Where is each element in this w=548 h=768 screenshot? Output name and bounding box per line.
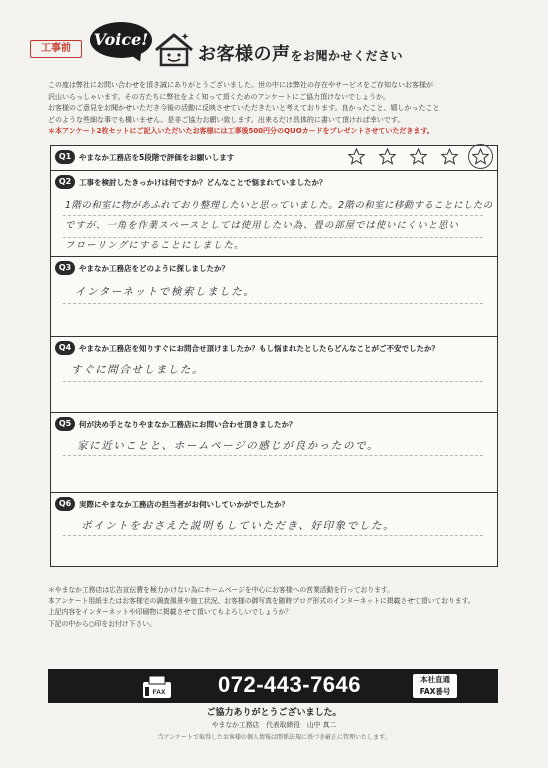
house-smile-icon bbox=[152, 30, 196, 68]
question-label bbox=[55, 175, 327, 189]
handwritten-answer: インターネットで検索しました。 bbox=[75, 286, 256, 298]
fax-direct-line1: 本社直通 bbox=[420, 675, 450, 684]
question-label bbox=[55, 150, 234, 164]
question-text: 何が決め手となりやまなか工務店にお問い合わせ頂きましたか？ bbox=[79, 419, 297, 429]
title-main: お客様の声 bbox=[198, 44, 291, 65]
thanks-message: ご協力ありがとうございました。 bbox=[206, 708, 342, 718]
question-text: やまなか工務店を5段階で評価をお願いします bbox=[79, 152, 235, 162]
handwritten-answer: フローリングにすることにしました。 bbox=[65, 240, 245, 251]
question-row-q1 bbox=[51, 146, 497, 170]
question-label bbox=[55, 417, 297, 431]
title-small: をお聞かせください bbox=[290, 49, 404, 63]
answer-rule bbox=[63, 303, 483, 304]
rating-star-3[interactable] bbox=[410, 148, 427, 165]
intro-line: どのような些細な事でも構いません。是非ご協力お願い致します。出来るだけ具体的に書いて頂ければ幸いです。 bbox=[48, 115, 405, 124]
question-text: やまなか工務店を知りすぐにお問合せ頂けましたか？もし悩まれたとしたらどんなことがご不安でしたか？ bbox=[79, 343, 439, 353]
question-row-q6 bbox=[51, 492, 497, 567]
question-row-q4 bbox=[51, 336, 497, 413]
question-label bbox=[55, 341, 439, 355]
fax-direct-badge bbox=[413, 674, 457, 698]
question-number: Q1 bbox=[55, 150, 75, 164]
fax-icon-label: FAX bbox=[152, 689, 166, 696]
question-label bbox=[55, 261, 229, 275]
handwritten-answer: ポイントをおさえた説明もしていただき、好印象でした。 bbox=[81, 520, 396, 532]
handwritten-answer: ですが、一角を作業スペースとしては使用したい為、畳の部屋では使いにくいと思い bbox=[65, 220, 459, 231]
rating-star-4[interactable] bbox=[441, 148, 458, 165]
star-icon bbox=[379, 148, 396, 165]
voice-bubble: Voice! bbox=[90, 22, 152, 58]
rating-star-2[interactable] bbox=[379, 148, 396, 165]
question-text: やまなか工務店をどのように探しましたか？ bbox=[79, 263, 229, 273]
question-number: Q6 bbox=[55, 497, 75, 511]
star-icon bbox=[441, 148, 458, 165]
question-text: 工事を検討したきっかけは何ですか？どんなことで悩まれていましたか？ bbox=[79, 177, 327, 187]
handwritten-answer: すぐに問合せしました。 bbox=[71, 364, 205, 376]
answer-rule bbox=[63, 381, 483, 382]
handwritten-answer: 家に近いことと、ホームページの感じが良かったので。 bbox=[77, 440, 380, 452]
footer-line: ＊やまなか工務店は広告宣伝費を極力かけない為にホームページを中心にお客様への営業活動を行っております。 bbox=[48, 586, 394, 594]
page-title bbox=[198, 40, 403, 66]
fax-direct-line2: FAX番号 bbox=[419, 687, 451, 696]
question-row-q5 bbox=[51, 412, 497, 493]
question-row-q2 bbox=[51, 170, 497, 257]
rating-stars bbox=[348, 148, 489, 165]
star-icon bbox=[348, 148, 365, 165]
footer-line: 下記の中から○印をお付け下さい。 bbox=[48, 619, 156, 628]
privacy-note: 当アンケートで取得したお客様の個人情報は関係法規に基づき厳正に管理いたします。 bbox=[157, 734, 391, 741]
question-number: Q2 bbox=[55, 175, 75, 189]
footer-notes bbox=[48, 585, 508, 630]
intro-text bbox=[48, 80, 508, 138]
star-icon bbox=[410, 148, 427, 165]
question-number: Q3 bbox=[55, 261, 75, 275]
intro-line: お客様のご意見をお聞かせいただき今後の活動に反映させていただきたいと考えております。良かったこと、嬉しかったこと bbox=[48, 104, 440, 113]
intro-line: この度は弊社にお問い合わせを頂き誠にありがとうございました。世の中には弊社の存在やサービスをご存知ないお客様が bbox=[48, 81, 433, 89]
question-number: Q4 bbox=[55, 341, 75, 355]
quo-card-notice: ＊本アンケート2枚セットにご記入いただいたお客様には工事後500円分のQUOカードをプレゼントさせていただきます。 bbox=[48, 127, 434, 136]
intro-line: 沢山いらっしゃいます。その方たちに弊社をよく知って頂くためのアンケートにご協力頂けないでしょうか。 bbox=[48, 92, 391, 101]
footer-line: 本アンケート用紙またはお客様宅の調査風景や施工状況、お客様の御写真を随時ブログ形式のインターネットに掲載させて頂いております。 bbox=[48, 597, 475, 606]
fax-number: 072-443-7646 bbox=[218, 672, 362, 697]
company-signature: やまなか工務店 代表取締役 山中 真二 bbox=[211, 721, 337, 729]
fax-bar bbox=[48, 669, 498, 703]
questionnaire-table bbox=[50, 145, 498, 567]
footer-line: 上記内容をインターネットや印刷物に掲載させて頂いてもよろしいでしょうか？ bbox=[48, 608, 293, 617]
question-row-q3 bbox=[51, 256, 497, 337]
question-label bbox=[55, 497, 289, 511]
question-number: Q5 bbox=[55, 417, 75, 431]
stage-tag: 工事前 bbox=[30, 40, 82, 58]
rating-star-5[interactable] bbox=[472, 148, 489, 165]
question-text: 実際にやまなか工務店の担当者がお伺いしていかがでしたか？ bbox=[79, 499, 289, 509]
selected-rating-circle bbox=[468, 144, 493, 169]
rating-star-1[interactable] bbox=[348, 148, 365, 165]
fax-machine-icon bbox=[142, 675, 172, 699]
handwritten-answer: 1階の和室に物があふれており整理したいと思っていました。2階の和室に移動することにしたの bbox=[65, 200, 493, 211]
